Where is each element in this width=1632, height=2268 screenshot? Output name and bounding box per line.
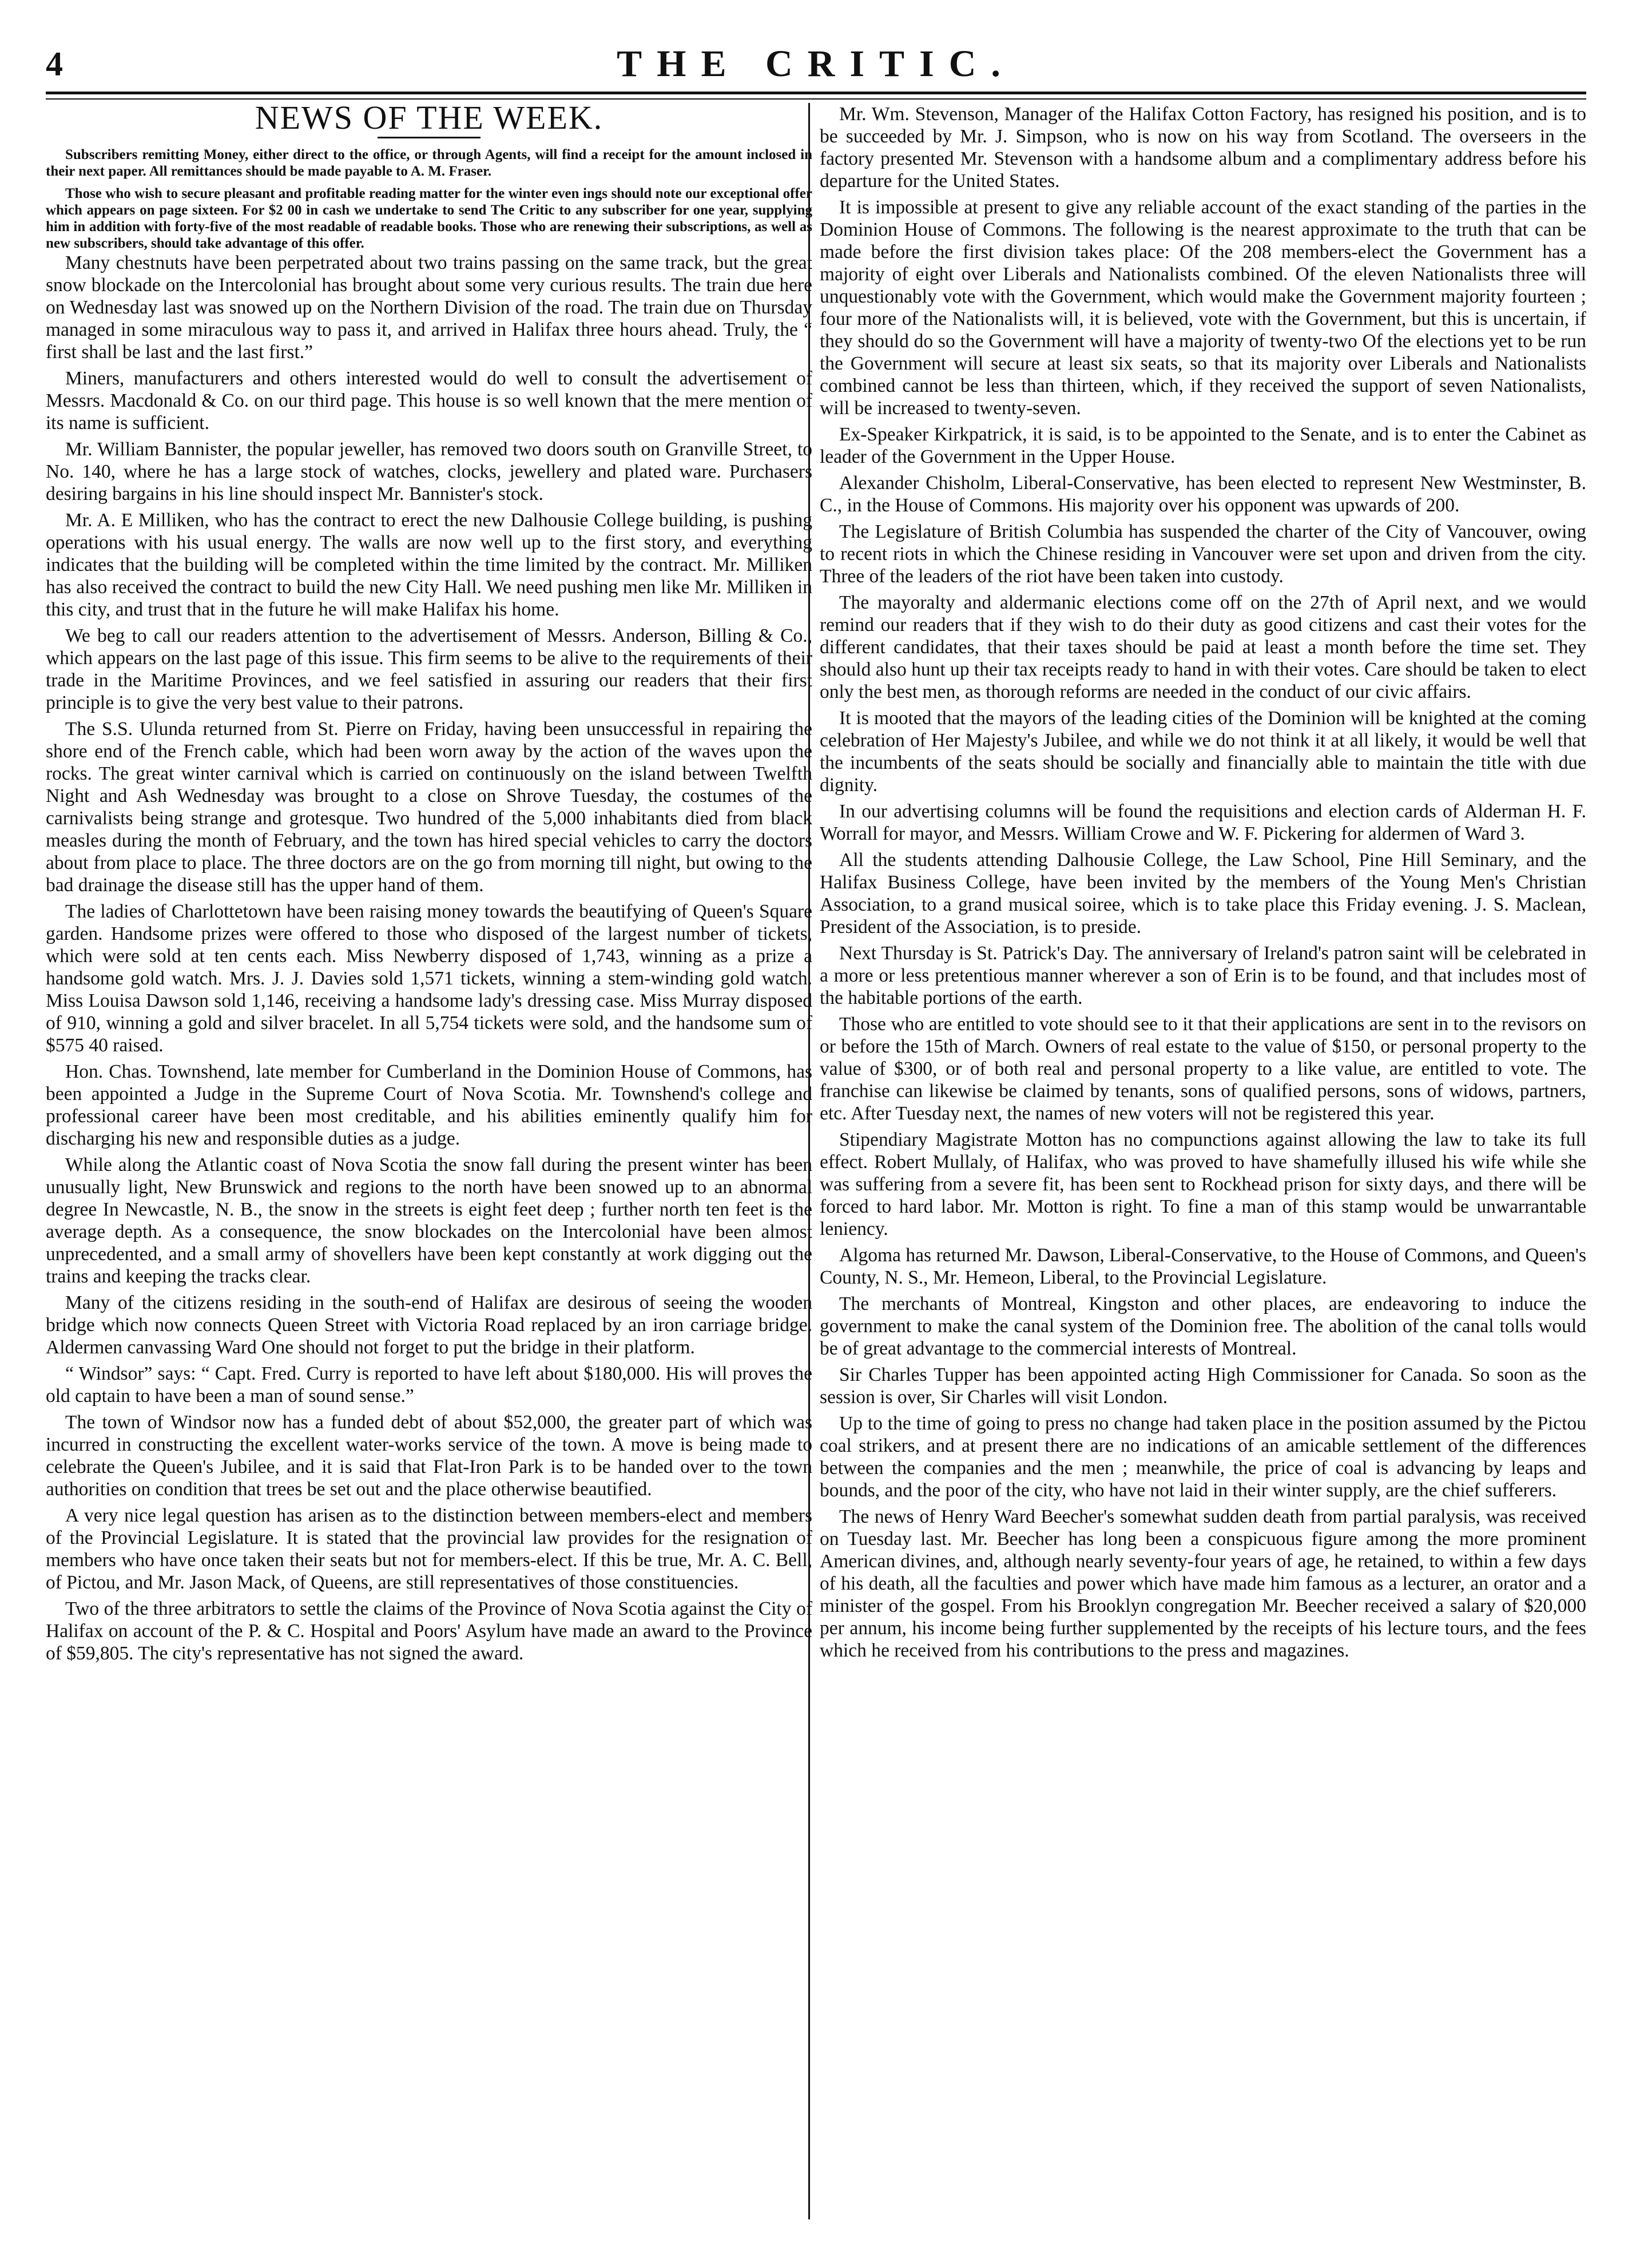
right-column bbox=[820, 103, 1586, 2237]
news-paragraph: It is mooted that the mayors of the leading cities of the Dominion will be knighted at the coming celebration of Her Majesty's Jubilee, and while we do not think it at all likely, it would be well that the incumbents of the seats should be socially and financially able to maintain the title with due dignity. bbox=[820, 708, 1586, 796]
news-paragraph: All the students attending Dalhousie College, the Law School, Pine Hill Seminary, and the Halifax Business College, have been invited by the members of the Young Men's Christian Association, to a grand musical soiree, which is to take place this Friday evening. J. S. Maclean, President of the Association, is to preside. bbox=[820, 849, 1586, 938]
news-paragraph: Algoma has returned Mr. Dawson, Liberal-Conservative, to the House of Commons, and Queen's County, N. S., Mr. Hemeon, Liberal, to the Provincial Legislature. bbox=[820, 1245, 1586, 1288]
news-paragraph: The ladies of Charlottetown have been raising money towards the beautifying of Queen's Square garden. Handsome prizes were offered to those who disposed of the largest number of tickets, which were sold at ten cents each. Miss Newberry disposed of 1,743, winning as a prize a handsome gold watch. Mrs. J. J. Davies sold 1,571 tickets, winning a stem-winding gold watch. Miss Louisa Dawson sold 1,146, receiving a handsome lady's dressing case. Miss Murray disposed of 910, winning a gold and silver bracelet. In all 5,754 tickets were sold, and the handsome sum of $575 40 raised. bbox=[46, 901, 812, 1056]
news-paragraph: Many of the citizens residing in the south-end of Halifax are desirous of seeing the wooden bridge which now connects Queen Street with Victoria Road replaced by an iron carriage bridge. Aldermen canvassing Ward One should not forget to put the bridge in their platform. bbox=[46, 1292, 812, 1358]
notice-paragraph: Subscribers remitting Money, either direct to the office, or through Agents, will find a receipt for the amount inclosed in their next paper. All remittances should be made payable to A. M. Fraser. bbox=[46, 147, 812, 179]
news-paragraph: In our advertising columns will be found the requisitions and election cards of Alderman H. F. Worrall for mayor, and Messrs. William Crowe and W. F. Pickering for aldermen of Ward 3. bbox=[820, 801, 1586, 844]
subscriber-notice bbox=[46, 146, 812, 252]
news-paragraph: The news of Henry Ward Beecher's somewhat sudden death from partial paralysis, was received on Tuesday last. Mr. Beecher has long been a conspicuous figure among the more prominent American divines, and, although nearly seventy-four years of age, he retained, to within a few days of his death, all the faculties and power which have made him famous as a lecturer, an orator and a minister of the gospel. From his Brooklyn congregation Mr. Beecher received a salary of $20,000 per annum, his income being further supplemented by the receipts of his lecture tours, and the fees which he received from his contributions to the press and magazines. bbox=[820, 1506, 1586, 1661]
news-paragraph: Those who are entitled to vote should see to it that their applications are sent in to the revisors on or before the 15th of March. Owners of real estate to the value of $150, or personal property to the value of $300, or of both real and personal property to a like value, are entitled to vote. The franchise can likewise be claimed by tenants, sons of qualified persons, sons of widows, partners, etc. After Tuesday next, the names of new voters will not be registered this year. bbox=[820, 1014, 1586, 1124]
page-number: 4 bbox=[46, 45, 63, 83]
section-title: NEWS OF THE WEEK. bbox=[255, 103, 603, 136]
news-paragraph: Alexander Chisholm, Liberal-Conservative, has been elected to represent New Westminster, B. C., in the House of Commons. His majority over his opponent was upwards of 200. bbox=[820, 472, 1586, 516]
header-rule-thin bbox=[46, 98, 1586, 100]
news-paragraph: The Legislature of British Columbia has suspended the charter of the City of Vancouver, owing to recent riots in which the Chinese residing in Vancouver were set upon and driven from the city. Three of the leaders of the riot have been taken into custody. bbox=[820, 521, 1586, 587]
news-paragraph: Ex-Speaker Kirkpatrick, it is said, is to be appointed to the Senate, and is to enter the Cabinet as leader of the Government in the Upper House. bbox=[820, 424, 1586, 467]
notice-paragraph: Those who wish to secure pleasant and profitable reading matter for the winter even ings should note our exceptional offer which appears on page sixteen. For $2 00 in cash we undertake to send The Critic to any subscriber for one year, supplying him in addition with forty-five of the most readable of readable books. Those who are renewing their subscriptions, as well as new subscribers, should take advantage of this offer. bbox=[46, 186, 812, 251]
news-paragraph: The mayoralty and aldermanic elections come off on the 27th of April next, and we would remind our readers that if they wish to do their duty as good citizens and cast their votes for the different candidates, that their taxes should be paid at least a month before the time set. They should also hunt up their tax receipts ready to hand in with their votes. Care should be taken to elect only the best men, as thorough reforms are needed in the conduct of our civic affairs. bbox=[820, 592, 1586, 702]
news-paragraph: It is impossible at present to give any reliable account of the exact standing of the parties in the Dominion House of Commons. The following is the nearest approximate to the truth that can be made before the first division takes place: Of the 208 members-elect the Government has a majority of eight over Liberals and Nationalists combined. Of the eleven Nationalists three will unquestionably vote with the Government, which would make the Government majority fourteen ; four more of the Nationalists will, it is believed, vote with the Government, but this is uncertain, if they should do so the Government will have a majority of twenty-two Of the elections yet to be run the Government will secure at least six seats, so that its majority over Liberals and Nationalists combined cannot be less than thirteen, which, if they received the support of seven Nationalists, will be increased to twenty-seven. bbox=[820, 197, 1586, 419]
news-paragraph: Next Thursday is St. Patrick's Day. The anniversary of Ireland's patron saint will be celebrated in a more or less pretentious manner wherever a son of Erin is to be found, and that includes most of the habitable portions of the earth. bbox=[820, 943, 1586, 1008]
news-paragraph: Up to the time of going to press no change had taken place in the position assumed by the Pictou coal strikers, and at present there are no indications of an amicable settlement of the differences between the companies and the men ; meanwhile, the price of coal is advancing by leaps and bounds, and the poor of the city, who have not laid in their winter supply, are the chief sufferers. bbox=[820, 1413, 1586, 1501]
news-paragraph: The S.S. Ulunda returned from St. Pierre on Friday, having been unsuccessful in repairing the shore end of the French cable, which had been worn away by the action of the waves upon the rocks. The great winter carnival which is carried on continuously on the island between Twelfth Night and Ash Wednesday was brought to a close on Shrove Tuesday, the costumes of the carnivalists being strange and grotesque. Two hundred of the 5,000 inhabitants died from black measles during the month of February, and the town has hired special vehicles to carry the doctors about from place to place. The three doctors are on the go from morning till night, but owing to the bad drainage the disease still has the upper hand of them. bbox=[46, 718, 812, 896]
news-paragraph: Mr. Wm. Stevenson, Manager of the Halifax Cotton Factory, has resigned his position, and is to be succeeded by Mr. J. Simpson, who is now on his way from Scotland. The overseers in the factory presented Mr. Stevenson with a handsome album and a complimentary address before his departure for the United States. bbox=[820, 104, 1586, 192]
title-rule bbox=[378, 137, 481, 138]
news-paragraph: Stipendiary Magistrate Motton has no compunctions against allowing the law to take its full effect. Robert Mullaly, of Halifax, who was proved to have shamefully illused his wife while she was suffering from a severe fit, has been sent to Rockhead prison for sixty days, and there will be forced to hard labor. Mr. Motton is right. To fine a man of this stamp would be unwarrantable leniency. bbox=[820, 1129, 1586, 1240]
masthead: THE CRITIC. bbox=[617, 43, 1015, 85]
news-paragraph: While along the Atlantic coast of Nova Scotia the snow fall during the present winter has been unusually light, New Brunswick and regions to the north have been snowed up to an abnormal degree In Newcastle, N. B., the snow in the streets is eight feet deep ; further north ten feet is the average depth. As a consequence, the snow blockades on the Intercolonial have been almost unprecedented, and a small army of shovellers have been kept constantly at work digging out the trains and keeping the tracks clear. bbox=[46, 1154, 812, 1287]
news-paragraph: Mr. William Bannister, the popular jeweller, has removed two doors south on Granville Street, to No. 140, where he has a large stock of watches, clocks, jewellery and plated ware. Purchasers desiring bargains in his line should inspect Mr. Bannister's stock. bbox=[46, 439, 812, 505]
news-paragraph: Hon. Chas. Townshend, late member for Cumberland in the Dominion House of Commons, has been appointed a Judge in the Supreme Court of Nova Scotia. Mr. Townshend's college and professional career have been most creditable, and his abilities eminently qualify him for discharging his new and responsible duties as a judge. bbox=[46, 1061, 812, 1149]
news-paragraph: The merchants of Montreal, Kingston and other places, are endeavoring to induce the government to make the canal system of the Dominion free. The abolition of the canal tolls would be of great advantage to the commercial interests of Montreal. bbox=[820, 1293, 1586, 1359]
news-paragraph: Sir Charles Tupper has been appointed acting High Commissioner for Canada. So soon as the session is over, Sir Charles will visit London. bbox=[820, 1364, 1586, 1408]
news-paragraph: Mr. A. E Milliken, who has the contract to erect the new Dalhousie College building, is pushing operations with his usual energy. The walls are now well up to the first story, and everything indicates that the building will be completed within the time limited by the contract. Mr. Milliken has also received the contract to build the new City Hall. We need pushing men like Mr. Milliken in this city, and trust that in the future he will make Halifax his home. bbox=[46, 510, 812, 620]
left-articles bbox=[46, 252, 812, 1665]
news-paragraph: “ Windsor” says: “ Capt. Fred. Curry is reported to have left about $180,000. His will proves the old captain to have been a man of sound sense.” bbox=[46, 1363, 812, 1407]
page-header bbox=[46, 34, 1586, 97]
header-rule bbox=[46, 92, 1586, 94]
news-paragraph: Many chestnuts have been perpetrated about two trains passing on the same track, but the great snow blockade on the Intercolonial has brought about some very curious results. The train due here on Wednesday last was snowed up on the Northern Division of the road. The train due on Thursday managed in some miraculous way to pass it, and arrived in Halifax three hours ahead. Truly, the “ first shall be last and the last first.” bbox=[46, 252, 812, 363]
news-paragraph: The town of Windsor now has a funded debt of about $52,000, the greater part of which was incurred in constructing the excellent water-works service of the town. A move is being made to celebrate the Queen's Jubilee, and it is said that Flat-Iron Park is to be handed over to the town authorities on condition that trees be set out and the place otherwise beautified. bbox=[46, 1412, 812, 1500]
column-divider bbox=[808, 103, 810, 2219]
news-paragraph: We beg to call our readers attention to the advertisement of Messrs. Anderson, Billing & Co., which appears on the last page of this issue. This firm seems to be alive to the requirements of their trade in the Maritime Provinces, and we feel satisfied in assuring our readers that their first principle is to give the very best value to their patrons. bbox=[46, 625, 812, 713]
left-column bbox=[46, 103, 812, 2237]
news-paragraph: A very nice legal question has arisen as to the distinction between members-elect and members of the Provincial Legislature. It is stated that the provincial law provides for the resignation of members who have once taken their seats but not for members-elect. If this be true, Mr. A. C. Bell, of Pictou, and Mr. Jason Mack, of Queens, are still representatives of those constituencies. bbox=[46, 1505, 812, 1593]
news-paragraph: Two of the three arbitrators to settle the claims of the Province of Nova Scotia against the City of Halifax on account of the P. & C. Hospital and Poors' Asylum have made an award to the Province of $59,805. The city's representative has not signed the award. bbox=[46, 1598, 812, 1664]
news-paragraph: Miners, manufacturers and others interested would do well to consult the advertisement of Messrs. Macdonald & Co. on our third page. This house is so well known that the mere mention of its name is sufficient. bbox=[46, 368, 812, 434]
